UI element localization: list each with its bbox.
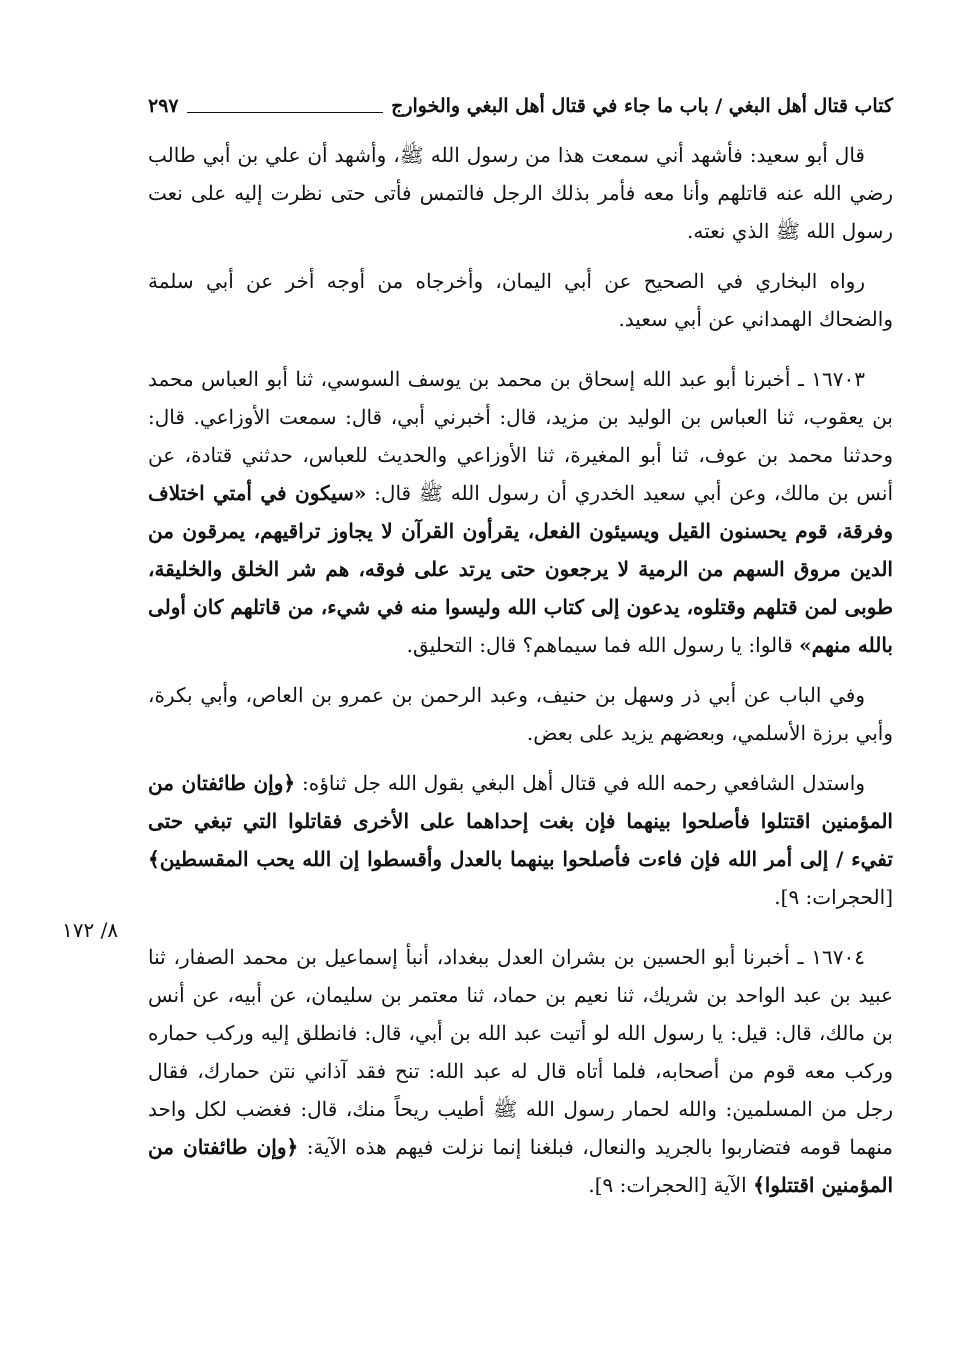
verse-reference: الآية [الحجرات: ٩]. [588, 1173, 747, 1197]
hadith-number: ١٦٧٠٤ ـ [797, 945, 865, 969]
hadith-conclusion: قالوا: يا رسول الله فما سيماهم؟ قال: التحليق. [406, 633, 793, 657]
page-body [148, 136, 893, 1216]
hadith-number: ١٦٧٠٣ ـ [797, 367, 865, 391]
verse-reference: [الحجرات: ٩]. [774, 885, 893, 909]
paragraph-1: قال أبو سعيد: فأشهد أني سمعت هذا من رسول الله ﷺ، وأشهد أن علي بن أبي طالب رضي الله عنه قاتلهم وأنا معه فأمر بذلك الرجل فالتمس فأتى حتى نظرت إليه على نعت رسول الله ﷺ الذي نعته. [148, 143, 893, 243]
hadith-text: أخبرنا أبو الحسين بن بشران العدل ببغداد، أنبأ إسماعيل بن محمد الصفار، ثنا عبيد بن عبد الواحد بن شريك، ثنا نعيم بن حماد، ثنا معتمر بن سليمان، عن أبيه، عن أنس بن مالك، قال: قيل: يا رسول الله لو أتيت عبد الله بن أبي، قال: فانطلق إليه وركب حماره وركب معه قوم من أصحابه، فلما أتاه قال له عبد الله: تنح فقد آذاني نتن حمارك، فقال رجل من المسلمين: والله لحمار رسول الله ﷺ أطيب ريحاً منك، قال: فغضب لكل واحد منهما قومه فتضاربوا بالجريد والنعال، فبلغنا إنما نزلت فيهم هذه الآية: [148, 945, 894, 1159]
hadith-16704 [148, 938, 893, 1204]
page-number: ٢٩٧ [148, 95, 179, 117]
paragraph-5-intro: واستدل الشافعي رحمه الله في قتال أهل البغي بقول الله جل ثناؤه: [302, 771, 866, 795]
margin-page-reference: ٨/ ١٧٢ [62, 918, 119, 942]
hadith-16703 [148, 360, 893, 664]
hadith-chain: أخبرنا أبو عبد الله إسحاق بن محمد بن يوسف السوسي، ثنا أبو العباس محمد بن يعقوب، ثنا العباس بن الوليد بن مزيد، قال: أخبرني أبي، قال: سمعت الأوزاعي. قال: وحدثنا محمد بن عوف، ثنا أبو المغيرة، ثنا الأوزاعي والحديث للعباس، حدثني قتادة، عن أنس بن مالك، وعن أبي سعيد الخدري أن رسول الله ﷺ قال: [148, 367, 894, 505]
hadith-text: «سيكون في أمتي اختلاف وفرقة، قوم يحسنون القيل ويسيئون الفعل، يقرأون القرآن لا يجاوز تراقيهم، يمرقون من الدين مروق السهم من الرمية لا يرجعون حتى يرتد على فوقه، هم شر الخلق والخليقة، طوبى لمن قتلهم وقتلوه، يدعون إلى كتاب الله وليسوا منه في شيء، من قاتلهم كان أولى بالله منهم» [148, 481, 893, 657]
running-header [148, 86, 893, 126]
header-rule [187, 112, 383, 113]
header-title: كتاب قتال أهل البغي / باب ما جاء في قتال أهل البغي والخوارج [391, 95, 893, 117]
paragraph-4: وفي الباب عن أبي ذر وسهل بن حنيف، وعبد الرحمن بن عمرو بن العاص، وأبي بكرة، وأبي برزة الأسلمي، وبعضهم يزيد على بعض. [148, 683, 893, 745]
paragraph-5 [148, 764, 893, 916]
quran-verse: ﴿وإن طائفتان من المؤمنين اقتتلوا﴾ [148, 1135, 893, 1197]
paragraph-2: رواه البخاري في الصحيح عن أبي اليمان، وأخرجاه من أوجه أخر عن أبي سلمة والضحاك الهمداني عن أبي سعيد. [148, 269, 893, 331]
quran-verse: ﴿وإن طائفتان من المؤمنين اقتتلوا فأصلحوا بينهما فإن بغت إحداهما على الأخرى فقاتلوا التي تبغي حتى تفيء / إلى أمر الله فإن فاءت فأصلحوا بينهما بالعدل وأقسطوا إن الله يحب المقسطين﴾ [148, 771, 893, 871]
